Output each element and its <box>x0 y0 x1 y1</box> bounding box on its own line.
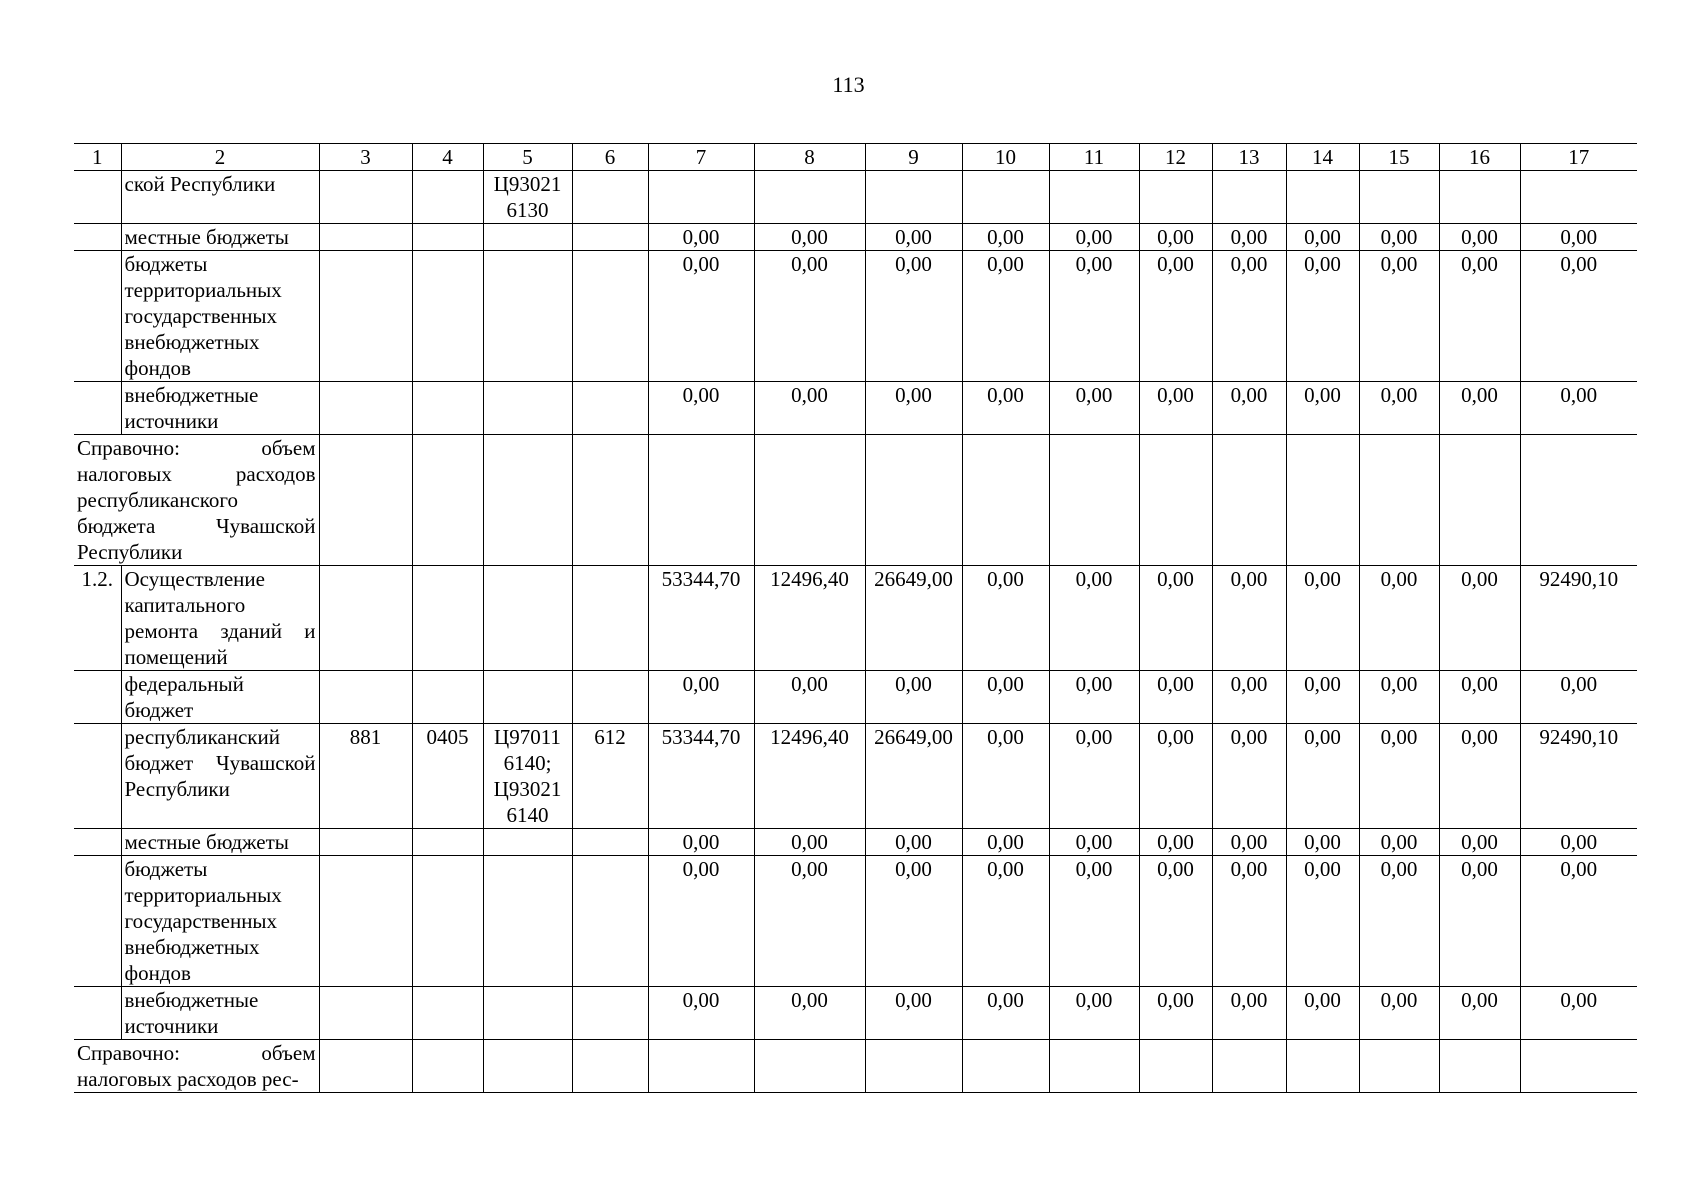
amount-cell: 0,00 <box>1212 856 1286 987</box>
amount-cell: 0,00 <box>865 251 962 382</box>
amount-cell: 0,00 <box>962 566 1049 671</box>
column-number: 13 <box>1212 144 1286 171</box>
admin-code-cell <box>319 171 412 224</box>
amount-cell: 92490,10 <box>1520 724 1637 829</box>
amount-cell <box>1359 171 1439 224</box>
amount-cell: 0,00 <box>1212 224 1286 251</box>
row-label-cell: ской Республики <box>121 171 319 224</box>
amount-cell: 0,00 <box>1139 856 1212 987</box>
amount-cell: 0,00 <box>1049 566 1139 671</box>
target-article-cell <box>483 382 572 435</box>
amount-cell: 0,00 <box>1049 671 1139 724</box>
amount-cell <box>1212 1040 1286 1093</box>
amount-cell: 0,00 <box>962 856 1049 987</box>
row-label-cell: Осуществление капитального ремонта зданий и помещений <box>121 566 319 671</box>
amount-cell: 0,00 <box>648 251 754 382</box>
amount-cell: 0,00 <box>648 829 754 856</box>
column-number: 16 <box>1439 144 1520 171</box>
row-label-cell: внебюджетные источники <box>121 382 319 435</box>
amount-cell: 0,00 <box>1139 829 1212 856</box>
amount-cell: 0,00 <box>1439 382 1520 435</box>
amount-cell: 0,00 <box>1139 987 1212 1040</box>
amount-cell: 0,00 <box>1212 987 1286 1040</box>
amount-cell <box>648 171 754 224</box>
amount-cell: 0,00 <box>1139 566 1212 671</box>
row-index-cell: 1.2. <box>74 566 121 671</box>
amount-cell: 0,00 <box>1359 856 1439 987</box>
column-number-row <box>74 144 1637 171</box>
amount-cell: 0,00 <box>962 671 1049 724</box>
amount-cell: 0,00 <box>1049 251 1139 382</box>
table-row <box>74 856 1637 987</box>
amount-cell: 0,00 <box>1286 224 1359 251</box>
amount-cell: 0,00 <box>1359 987 1439 1040</box>
target-article-cell <box>483 987 572 1040</box>
amount-cell: 0,00 <box>1212 566 1286 671</box>
amount-cell: 0,00 <box>1139 671 1212 724</box>
row-label-cell: федеральный бюджет <box>121 671 319 724</box>
reference-note-cell: Справочно: объем налоговых расходов рес- <box>74 1040 319 1093</box>
amount-cell: 0,00 <box>1286 251 1359 382</box>
row-index-cell <box>74 671 121 724</box>
amount-cell <box>1359 1040 1439 1093</box>
admin-code-cell <box>319 566 412 671</box>
amount-cell: 0,00 <box>1049 987 1139 1040</box>
amount-cell <box>865 435 962 566</box>
section-code-cell <box>412 856 483 987</box>
reference-note-cell: Справочно: объем налоговых расходов республиканского бюджета Чувашской Республики <box>74 435 319 566</box>
amount-cell: 0,00 <box>962 382 1049 435</box>
amount-cell: 0,00 <box>1212 382 1286 435</box>
amount-cell: 12496,40 <box>754 724 865 829</box>
amount-cell: 0,00 <box>962 829 1049 856</box>
amount-cell <box>1212 171 1286 224</box>
amount-cell: 0,00 <box>754 224 865 251</box>
target-article-cell <box>483 251 572 382</box>
admin-code-cell <box>319 382 412 435</box>
row-index-cell <box>74 856 121 987</box>
amount-cell: 0,00 <box>1286 724 1359 829</box>
target-article-cell: Ц97011 6140; Ц93021 6140 <box>483 724 572 829</box>
column-number: 6 <box>572 144 648 171</box>
expense-type-cell <box>572 382 648 435</box>
admin-code-cell <box>319 251 412 382</box>
table-body <box>74 144 1637 1093</box>
amount-cell: 0,00 <box>1049 382 1139 435</box>
amount-cell: 0,00 <box>1212 829 1286 856</box>
admin-code-cell <box>319 829 412 856</box>
amount-cell: 0,00 <box>1212 251 1286 382</box>
amount-cell: 0,00 <box>1359 566 1439 671</box>
amount-cell: 53344,70 <box>648 566 754 671</box>
amount-cell: 0,00 <box>1049 829 1139 856</box>
amount-cell: 0,00 <box>1286 856 1359 987</box>
amount-cell: 0,00 <box>648 382 754 435</box>
amount-cell: 0,00 <box>1520 251 1637 382</box>
section-code-cell: 0405 <box>412 724 483 829</box>
amount-cell <box>1520 435 1637 566</box>
target-article-cell <box>483 224 572 251</box>
budget-table <box>74 143 1637 1093</box>
section-code-cell <box>412 382 483 435</box>
target-article-cell <box>483 566 572 671</box>
amount-cell <box>865 171 962 224</box>
section-code-cell <box>412 171 483 224</box>
expense-type-cell <box>572 224 648 251</box>
amount-cell: 0,00 <box>1520 987 1637 1040</box>
expense-type-cell <box>572 829 648 856</box>
row-index-cell <box>74 171 121 224</box>
amount-cell: 0,00 <box>754 382 865 435</box>
amount-cell: 0,00 <box>1439 829 1520 856</box>
amount-cell: 0,00 <box>1439 671 1520 724</box>
amount-cell: 0,00 <box>1359 382 1439 435</box>
amount-cell <box>1139 171 1212 224</box>
expense-type-cell <box>572 671 648 724</box>
amount-cell: 0,00 <box>865 224 962 251</box>
amount-cell: 0,00 <box>1139 224 1212 251</box>
amount-cell <box>754 435 865 566</box>
amount-cell: 0,00 <box>754 251 865 382</box>
amount-cell <box>648 1040 754 1093</box>
target-article-cell <box>483 856 572 987</box>
admin-code-cell: 881 <box>319 724 412 829</box>
amount-cell: 0,00 <box>1286 566 1359 671</box>
amount-cell: 0,00 <box>1139 382 1212 435</box>
amount-cell: 0,00 <box>1439 251 1520 382</box>
reference-note-row <box>74 435 1637 566</box>
amount-cell: 26649,00 <box>865 566 962 671</box>
amount-cell: 0,00 <box>865 987 962 1040</box>
expense-type-cell <box>572 856 648 987</box>
section-code-cell <box>412 987 483 1040</box>
table-row <box>74 171 1637 224</box>
target-article-cell <box>483 829 572 856</box>
row-index-cell <box>74 829 121 856</box>
table-row <box>74 987 1637 1040</box>
amount-cell <box>962 435 1049 566</box>
amount-cell: 0,00 <box>1049 724 1139 829</box>
column-number: 7 <box>648 144 754 171</box>
expense-type-cell <box>572 566 648 671</box>
amount-cell: 0,00 <box>648 224 754 251</box>
amount-cell <box>1520 171 1637 224</box>
amount-cell: 0,00 <box>962 724 1049 829</box>
section-code-cell <box>412 566 483 671</box>
section-code-cell <box>412 1040 483 1093</box>
amount-cell: 0,00 <box>1212 724 1286 829</box>
amount-cell: 0,00 <box>648 987 754 1040</box>
amount-cell: 0,00 <box>962 987 1049 1040</box>
row-index-cell <box>74 224 121 251</box>
column-number: 2 <box>121 144 319 171</box>
amount-cell: 0,00 <box>1049 856 1139 987</box>
amount-cell: 0,00 <box>1359 829 1439 856</box>
table-row <box>74 829 1637 856</box>
column-number: 4 <box>412 144 483 171</box>
expense-type-cell <box>572 251 648 382</box>
amount-cell: 0,00 <box>1439 987 1520 1040</box>
admin-code-cell <box>319 435 412 566</box>
column-number: 9 <box>865 144 962 171</box>
amount-cell <box>1139 435 1212 566</box>
amount-cell <box>1212 435 1286 566</box>
section-code-cell <box>412 671 483 724</box>
amount-cell <box>962 171 1049 224</box>
amount-cell: 0,00 <box>754 829 865 856</box>
amount-cell: 0,00 <box>648 856 754 987</box>
amount-cell: 0,00 <box>1520 856 1637 987</box>
amount-cell <box>1520 1040 1637 1093</box>
amount-cell <box>1049 435 1139 566</box>
row-label-cell: бюджеты территориальных государственных внебюджетных фондов <box>121 856 319 987</box>
section-code-cell <box>412 829 483 856</box>
amount-cell: 0,00 <box>1520 671 1637 724</box>
amount-cell: 0,00 <box>754 671 865 724</box>
column-number: 11 <box>1049 144 1139 171</box>
amount-cell: 0,00 <box>754 987 865 1040</box>
admin-code-cell <box>319 1040 412 1093</box>
amount-cell: 0,00 <box>754 856 865 987</box>
amount-cell: 26649,00 <box>865 724 962 829</box>
row-index-cell <box>74 987 121 1040</box>
column-number: 3 <box>319 144 412 171</box>
amount-cell: 0,00 <box>1520 224 1637 251</box>
amount-cell: 0,00 <box>1286 382 1359 435</box>
amount-cell: 0,00 <box>962 224 1049 251</box>
amount-cell: 0,00 <box>1139 724 1212 829</box>
expense-type-cell <box>572 435 648 566</box>
table-row <box>74 724 1637 829</box>
amount-cell: 0,00 <box>1359 224 1439 251</box>
amount-cell: 0,00 <box>1359 671 1439 724</box>
amount-cell <box>1049 1040 1139 1093</box>
amount-cell <box>1139 1040 1212 1093</box>
amount-cell: 0,00 <box>865 382 962 435</box>
expense-type-cell <box>572 1040 648 1093</box>
amount-cell <box>865 1040 962 1093</box>
row-index-cell <box>74 724 121 829</box>
table-row <box>74 566 1637 671</box>
target-article-cell: Ц93021 6130 <box>483 171 572 224</box>
table-row <box>74 671 1637 724</box>
column-number: 12 <box>1139 144 1212 171</box>
amount-cell <box>1286 171 1359 224</box>
table-row <box>74 251 1637 382</box>
row-index-cell <box>74 382 121 435</box>
expense-type-cell <box>572 987 648 1040</box>
row-label-cell: республиканский бюджет Чувашской Республики <box>121 724 319 829</box>
target-article-cell <box>483 1040 572 1093</box>
amount-cell <box>1286 1040 1359 1093</box>
row-label-cell: внебюджетные источники <box>121 987 319 1040</box>
amount-cell: 0,00 <box>1439 224 1520 251</box>
amount-cell <box>1286 435 1359 566</box>
amount-cell: 0,00 <box>1359 724 1439 829</box>
column-number: 14 <box>1286 144 1359 171</box>
amount-cell <box>754 1040 865 1093</box>
amount-cell: 92490,10 <box>1520 566 1637 671</box>
table-row <box>74 224 1637 251</box>
amount-cell: 0,00 <box>1359 251 1439 382</box>
amount-cell: 0,00 <box>1286 671 1359 724</box>
target-article-cell <box>483 671 572 724</box>
amount-cell: 0,00 <box>865 829 962 856</box>
amount-cell: 12496,40 <box>754 566 865 671</box>
amount-cell: 0,00 <box>865 671 962 724</box>
amount-cell <box>754 171 865 224</box>
column-number: 5 <box>483 144 572 171</box>
column-number: 1 <box>74 144 121 171</box>
amount-cell <box>1439 171 1520 224</box>
amount-cell: 0,00 <box>1520 829 1637 856</box>
row-label-cell: местные бюджеты <box>121 829 319 856</box>
section-code-cell <box>412 251 483 382</box>
amount-cell <box>1359 435 1439 566</box>
amount-cell: 0,00 <box>865 856 962 987</box>
amount-cell <box>648 435 754 566</box>
column-number: 8 <box>754 144 865 171</box>
amount-cell: 0,00 <box>1520 382 1637 435</box>
row-label-cell: бюджеты территориальных государственных внебюджетных фондов <box>121 251 319 382</box>
table-row <box>74 382 1637 435</box>
amount-cell: 0,00 <box>648 671 754 724</box>
admin-code-cell <box>319 671 412 724</box>
column-number: 10 <box>962 144 1049 171</box>
admin-code-cell <box>319 224 412 251</box>
amount-cell: 0,00 <box>1439 856 1520 987</box>
amount-cell: 0,00 <box>1212 671 1286 724</box>
target-article-cell <box>483 435 572 566</box>
page-number: 113 <box>832 72 865 97</box>
expense-type-cell <box>572 171 648 224</box>
amount-cell: 0,00 <box>1439 566 1520 671</box>
amount-cell <box>1049 171 1139 224</box>
amount-cell: 0,00 <box>962 251 1049 382</box>
amount-cell <box>1439 435 1520 566</box>
amount-cell: 0,00 <box>1439 724 1520 829</box>
column-number: 15 <box>1359 144 1439 171</box>
amount-cell: 53344,70 <box>648 724 754 829</box>
admin-code-cell <box>319 987 412 1040</box>
section-code-cell <box>412 224 483 251</box>
row-label-cell: местные бюджеты <box>121 224 319 251</box>
amount-cell: 0,00 <box>1286 987 1359 1040</box>
amount-cell: 0,00 <box>1049 224 1139 251</box>
admin-code-cell <box>319 856 412 987</box>
reference-note-row <box>74 1040 1637 1093</box>
section-code-cell <box>412 435 483 566</box>
amount-cell: 0,00 <box>1286 829 1359 856</box>
row-index-cell <box>74 251 121 382</box>
column-number: 17 <box>1520 144 1637 171</box>
expense-type-cell: 612 <box>572 724 648 829</box>
amount-cell <box>1439 1040 1520 1093</box>
amount-cell: 0,00 <box>1139 251 1212 382</box>
amount-cell <box>962 1040 1049 1093</box>
